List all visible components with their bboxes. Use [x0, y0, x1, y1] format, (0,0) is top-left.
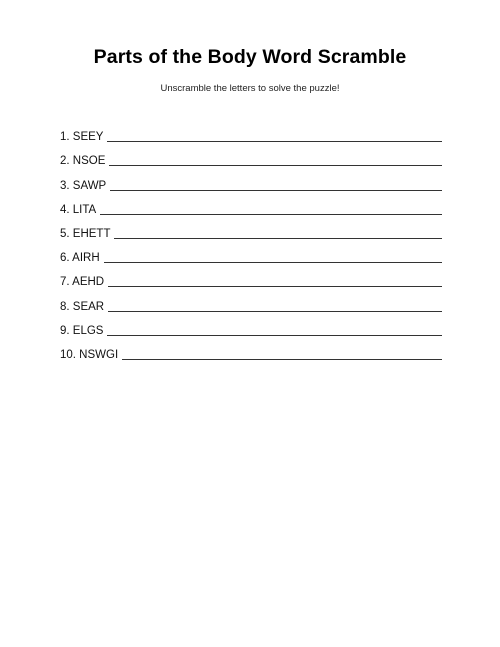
- scrambled-word: 10. NSWGI: [60, 348, 119, 361]
- answer-line: [107, 140, 442, 142]
- scrambled-word: 3. SAWP: [60, 179, 107, 192]
- scrambled-word: 8. SEAR: [60, 300, 105, 313]
- list-item: [60, 194, 442, 218]
- answer-line: [109, 164, 442, 166]
- instructions-text: Unscramble the letters to solve the puzzle!: [160, 83, 340, 94]
- page-title: Parts of the Body Word Scramble: [93, 46, 407, 68]
- scrambled-word: 1. SEEY: [60, 131, 104, 144]
- list-item: [60, 339, 442, 363]
- scrambled-word: 7. AEHD: [60, 276, 105, 289]
- scrambled-word: 2. NSOE: [60, 155, 106, 168]
- list-item: [60, 145, 442, 169]
- scrambled-word: 5. EHETT: [60, 227, 111, 240]
- scrambled-word: 6. AIRH: [60, 252, 100, 265]
- scrambled-word: 9. ELGS: [60, 324, 104, 337]
- scrambled-word: 4. LITA: [60, 203, 97, 216]
- answer-line: [122, 358, 442, 360]
- list-item: [60, 169, 442, 193]
- list-item: [60, 121, 442, 145]
- answer-line: [114, 237, 442, 239]
- list-item: [60, 290, 442, 314]
- answer-line: [100, 213, 442, 215]
- scramble-list: [60, 121, 442, 363]
- answer-line: [108, 310, 442, 312]
- answer-line: [110, 189, 442, 191]
- list-item: [60, 242, 442, 266]
- list-item: [60, 315, 442, 339]
- answer-line: [108, 285, 442, 287]
- answer-line: [104, 261, 442, 263]
- answer-line: [107, 334, 442, 336]
- list-item: [60, 266, 442, 290]
- list-item: [60, 218, 442, 242]
